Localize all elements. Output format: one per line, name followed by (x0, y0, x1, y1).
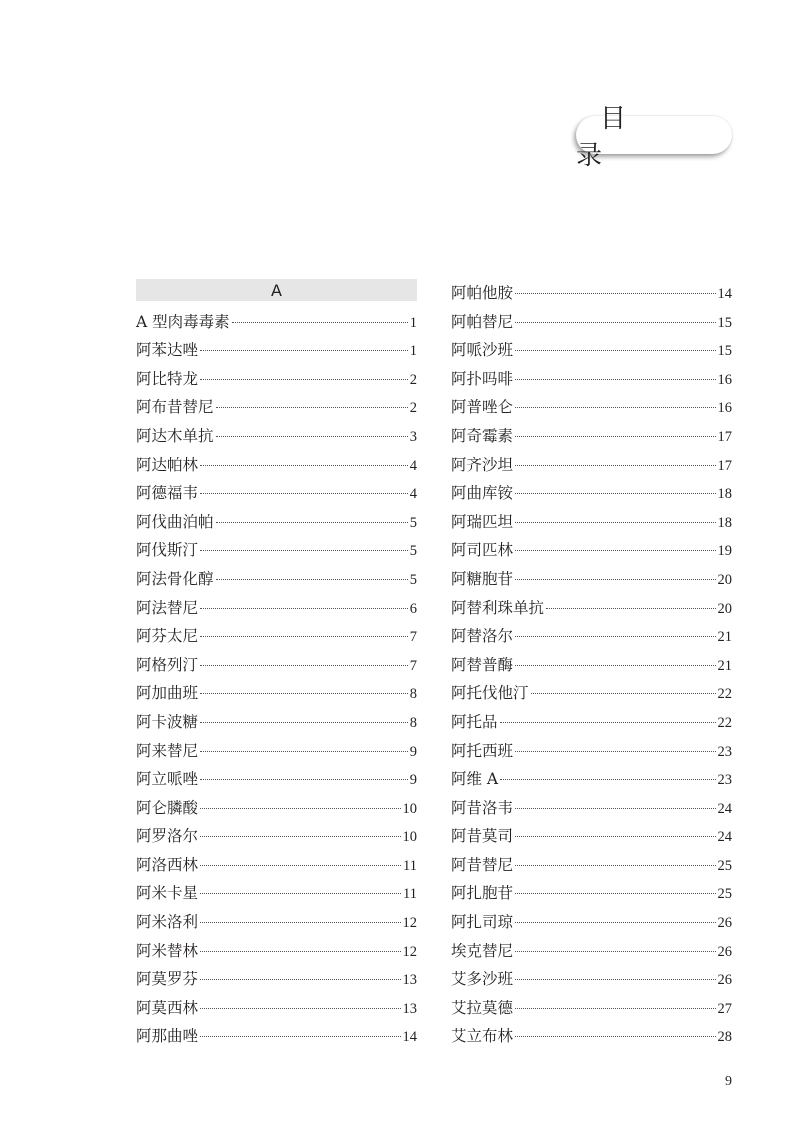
dot-leader (515, 550, 715, 551)
toc-entry-page: 24 (717, 800, 732, 817)
toc-entry-page: 2 (409, 400, 417, 417)
toc-entry[interactable] (451, 451, 732, 480)
toc-entry-page: 25 (717, 857, 732, 874)
toc-entry-title: 阿法骨化醇 (136, 569, 214, 588)
toc-entry[interactable] (451, 336, 732, 365)
toc-entry-title: 阿齐沙坦 (451, 455, 514, 474)
toc-entry-page: 10 (402, 829, 417, 846)
toc-entry-page: 13 (402, 972, 417, 989)
toc-entry-title: 阿莫西林 (136, 998, 199, 1017)
toc-entry-title: 阿加曲班 (136, 684, 199, 703)
dot-leader (200, 836, 400, 837)
toc-entry[interactable] (451, 794, 732, 823)
toc-entry-title: 阿那曲唑 (136, 1027, 199, 1046)
toc-entry-title: 阿达帕林 (136, 455, 199, 474)
toc-entry-title: 阿来替尼 (136, 741, 199, 760)
toc-entry[interactable] (451, 308, 732, 337)
toc-entry-page: 20 (717, 571, 732, 588)
toc-entry-title: 阿托伐他汀 (451, 684, 529, 703)
toc-entry-title: 阿哌沙班 (451, 341, 514, 360)
dot-leader (515, 407, 715, 408)
toc-entry-title: 阿布昔替尼 (136, 398, 214, 417)
toc-entry-page: 23 (717, 772, 732, 789)
toc-entry[interactable] (451, 479, 732, 508)
dot-leader (200, 693, 408, 694)
toc-entry[interactable] (451, 279, 732, 308)
dot-leader (515, 1008, 715, 1009)
toc-entry[interactable] (136, 737, 417, 766)
toc-entry-title: 阿扎司琼 (451, 913, 514, 932)
dot-leader (200, 1008, 400, 1009)
toc-entry-title: 艾多沙班 (451, 970, 514, 989)
toc-entry-title: 艾立布林 (451, 1027, 514, 1046)
dot-leader (515, 636, 715, 637)
toc-entry[interactable] (136, 937, 417, 966)
dot-leader (200, 379, 408, 380)
toc-entry-page: 7 (409, 629, 417, 646)
toc-entry[interactable] (136, 851, 417, 880)
toc-entry-page: 16 (717, 371, 732, 388)
toc-entry-title: 阿米替林 (136, 941, 199, 960)
toc-entry-page: 6 (409, 600, 417, 617)
toc-entry[interactable] (451, 679, 732, 708)
toc-entry-title: 阿立哌唑 (136, 770, 199, 789)
section-header-a: A (136, 279, 417, 301)
toc-entry-page: 14 (402, 1029, 417, 1046)
toc-entry[interactable] (451, 937, 732, 966)
toc-entry-page: 10 (402, 800, 417, 817)
toc-entry[interactable] (136, 879, 417, 908)
toc-entry[interactable] (136, 1022, 417, 1051)
dot-leader (200, 350, 408, 351)
dot-leader (200, 636, 408, 637)
toc-entry[interactable] (136, 794, 417, 823)
toc-entry-page: 24 (717, 829, 732, 846)
toc-entry-page: 21 (717, 657, 732, 674)
toc-entry-title: A 型肉毒毒素 (136, 312, 230, 331)
toc-entry[interactable] (136, 679, 417, 708)
toc-entry-page: 27 (717, 1000, 732, 1017)
toc-entry-title: 阿托西班 (451, 741, 514, 760)
toc-entry[interactable] (451, 908, 732, 937)
toc-entry-page: 3 (409, 428, 417, 445)
toc-entry-page: 21 (717, 629, 732, 646)
toc-entry[interactable] (136, 451, 417, 480)
dot-leader (515, 979, 715, 980)
page-number: 9 (725, 1074, 732, 1089)
toc-entry[interactable] (451, 737, 732, 766)
toc-entry-title: 阿格列汀 (136, 655, 199, 674)
toc-column-left (136, 279, 417, 1051)
toc-entry[interactable] (136, 622, 417, 651)
toc-list-right (451, 279, 732, 1051)
dot-leader (200, 979, 400, 980)
dot-leader (515, 293, 715, 294)
dot-leader (200, 922, 400, 923)
toc-entry[interactable] (451, 965, 732, 994)
dot-leader (515, 865, 715, 866)
toc-entry-page: 22 (717, 686, 732, 703)
toc-entry-title: 阿卡波糖 (136, 712, 199, 731)
toc-entry-page: 11 (403, 857, 417, 874)
toc-entry-title: 阿托品 (451, 712, 498, 731)
toc-entry-title: 阿替利珠单抗 (451, 598, 545, 617)
toc-entry[interactable] (451, 365, 732, 394)
dot-leader (216, 522, 408, 523)
dot-leader (515, 893, 715, 894)
toc-title: 目 录 (576, 116, 732, 154)
dot-leader (200, 550, 408, 551)
toc-column-right (451, 279, 732, 1051)
toc-entry-title: 埃克替尼 (451, 941, 514, 960)
dot-leader (515, 808, 715, 809)
dot-leader (515, 322, 715, 323)
dot-leader (515, 665, 715, 666)
toc-entry[interactable] (136, 479, 417, 508)
dot-leader (531, 693, 716, 694)
toc-entry-title: 阿帕替尼 (451, 312, 514, 331)
dot-leader (200, 779, 408, 780)
toc-entry-title: 阿司匹林 (451, 541, 514, 560)
toc-entry[interactable] (451, 1022, 732, 1051)
dot-leader (200, 493, 408, 494)
toc-entry-title: 阿奇霉素 (451, 426, 514, 445)
toc-entry-title: 阿糖胞苷 (451, 569, 514, 588)
dot-leader (200, 893, 401, 894)
toc-entry-page: 12 (402, 915, 417, 932)
toc-entry-title: 阿替普酶 (451, 655, 514, 674)
toc-entry[interactable] (451, 565, 732, 594)
toc-entry[interactable] (136, 336, 417, 365)
toc-entry-title: 阿替洛尔 (451, 627, 514, 646)
toc-entry-page: 17 (717, 428, 732, 445)
toc-entry-title: 阿昔替尼 (451, 855, 514, 874)
toc-entry-page: 1 (409, 343, 417, 360)
toc-entry-page: 9 (409, 772, 417, 789)
toc-entry[interactable] (451, 765, 732, 794)
toc-entry-page: 4 (409, 486, 417, 503)
dot-leader (515, 379, 715, 380)
toc-entry[interactable] (451, 879, 732, 908)
dot-leader (216, 579, 408, 580)
toc-entry[interactable] (136, 708, 417, 737)
toc-entry-page: 26 (717, 972, 732, 989)
toc-entry-page: 8 (409, 686, 417, 703)
toc-entry[interactable] (136, 908, 417, 937)
toc-entry-page: 22 (717, 714, 732, 731)
dot-leader (500, 779, 715, 780)
dot-leader (216, 436, 408, 437)
toc-entry-title: 阿曲库铵 (451, 484, 514, 503)
toc-entry-page: 25 (717, 886, 732, 903)
toc-entry[interactable] (451, 508, 732, 537)
dot-leader (515, 922, 715, 923)
dot-leader (200, 465, 408, 466)
toc-entry[interactable] (136, 822, 417, 851)
toc-entry-title: 阿芬太尼 (136, 627, 199, 646)
toc-entry[interactable] (451, 594, 732, 623)
toc-entry-page: 19 (717, 543, 732, 560)
toc-entry-title: 阿昔莫司 (451, 827, 514, 846)
toc-entry[interactable] (451, 536, 732, 565)
dot-leader (515, 493, 715, 494)
toc-entry-title: 阿扑吗啡 (451, 369, 514, 388)
toc-entry-title: 阿仑膦酸 (136, 798, 199, 817)
toc-entry-title: 阿伐曲泊帕 (136, 512, 214, 531)
toc-entry-page: 18 (717, 486, 732, 503)
dot-leader (200, 665, 408, 666)
dot-leader (200, 751, 408, 752)
toc-entry-page: 18 (717, 514, 732, 531)
toc-entry-page: 14 (717, 286, 732, 302)
toc-entry-title: 阿米卡星 (136, 884, 199, 903)
toc-entry-title: 阿瑞匹坦 (451, 512, 514, 531)
toc-entry[interactable] (451, 422, 732, 451)
toc-entry-title: 阿伐斯汀 (136, 541, 199, 560)
toc-entry-title: 阿罗洛尔 (136, 827, 199, 846)
toc-entry[interactable] (136, 994, 417, 1023)
toc-entry-page: 7 (409, 657, 417, 674)
toc-entry-page: 9 (409, 743, 417, 760)
dot-leader (216, 407, 408, 408)
toc-entry-page: 23 (717, 743, 732, 760)
toc-entry-title: 阿扎胞苷 (451, 884, 514, 903)
toc-entry-page: 5 (409, 514, 417, 531)
toc-entry-page: 1 (409, 314, 417, 331)
toc-entry-title: 阿苯达唑 (136, 341, 199, 360)
toc-entry[interactable] (451, 822, 732, 851)
dot-leader (515, 579, 715, 580)
toc-entry-page: 26 (717, 943, 732, 960)
dot-leader (515, 436, 715, 437)
toc-entry-page: 2 (409, 371, 417, 388)
toc-entry-page: 20 (717, 600, 732, 617)
toc-entry[interactable] (451, 651, 732, 680)
dot-leader (515, 522, 715, 523)
dot-leader (515, 1036, 715, 1037)
dot-leader (200, 951, 400, 952)
dot-leader (515, 751, 715, 752)
dot-leader (200, 1036, 400, 1037)
dot-leader (232, 322, 408, 323)
dot-leader (515, 465, 715, 466)
toc-entry[interactable] (451, 708, 732, 737)
toc-entry[interactable] (136, 594, 417, 623)
toc-entry-page: 5 (409, 571, 417, 588)
toc-entry-page: 11 (403, 886, 417, 903)
toc-entry-title: 阿德福韦 (136, 484, 199, 503)
dot-leader (200, 865, 401, 866)
toc-entry-title: 艾拉莫德 (451, 998, 514, 1017)
toc-entry-title: 阿法替尼 (136, 598, 199, 617)
toc-entry[interactable] (136, 308, 417, 337)
toc-entry-title: 阿米洛利 (136, 913, 199, 932)
toc-entry[interactable] (451, 393, 732, 422)
toc-entry-page: 15 (717, 343, 732, 360)
dot-leader (515, 951, 715, 952)
toc-entry-page: 28 (717, 1029, 732, 1046)
dot-leader (200, 722, 408, 723)
dot-leader (546, 608, 715, 609)
toc-entry-title: 阿帕他胺 (451, 284, 514, 302)
toc-entry-title: 阿达木单抗 (136, 426, 214, 445)
toc-entry[interactable] (136, 393, 417, 422)
toc-entry-title: 阿洛西林 (136, 855, 199, 874)
toc-entry[interactable] (451, 994, 732, 1023)
toc-entry[interactable] (136, 765, 417, 794)
dot-leader (200, 808, 400, 809)
toc-entry-page: 16 (717, 400, 732, 417)
toc-entry-title: 阿普唑仑 (451, 398, 514, 417)
toc-entry-page: 17 (717, 457, 732, 474)
dot-leader (515, 836, 715, 837)
toc-entry-page: 15 (717, 314, 732, 331)
toc-entry-page: 8 (409, 714, 417, 731)
toc-entry-title: 阿比特龙 (136, 369, 199, 388)
toc-entry-page: 26 (717, 915, 732, 932)
dot-leader (515, 350, 715, 351)
toc-entry[interactable] (136, 422, 417, 451)
toc-entry[interactable] (136, 508, 417, 537)
toc-list-left (136, 308, 417, 1051)
toc-entry-title: 阿莫罗芬 (136, 970, 199, 989)
dot-leader (200, 608, 408, 609)
toc-entry[interactable] (136, 365, 417, 394)
toc-entry-page: 4 (409, 457, 417, 474)
toc-entry[interactable] (451, 851, 732, 880)
toc-entry[interactable] (136, 965, 417, 994)
toc-entry-title: 阿昔洛韦 (451, 798, 514, 817)
toc-entry-title: 阿维 A (451, 770, 499, 789)
toc-entry[interactable] (136, 536, 417, 565)
dot-leader (500, 722, 716, 723)
toc-entry-page: 12 (402, 943, 417, 960)
toc-entry-page: 13 (402, 1000, 417, 1017)
toc-entry[interactable] (136, 565, 417, 594)
toc-entry[interactable] (136, 651, 417, 680)
toc-entry-page: 5 (409, 543, 417, 560)
toc-entry[interactable] (451, 622, 732, 651)
